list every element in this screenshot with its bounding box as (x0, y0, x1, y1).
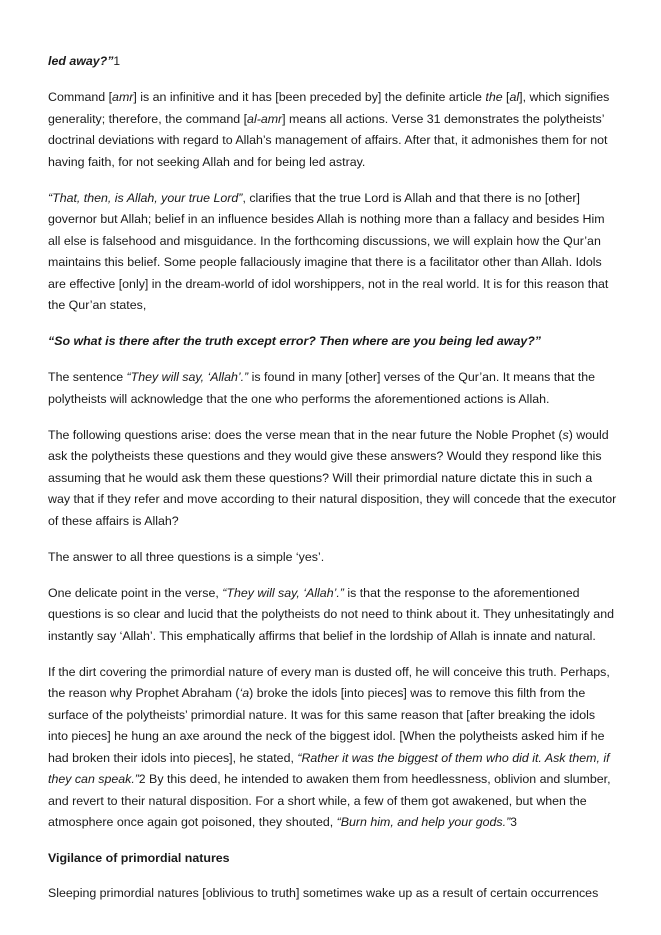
text-run: is that the response to the aforementioned questions is so clear and lucid that the polytheists do not need to think about it. They unhesitatingly and instantly say ‘Allah’. This emphatically affirms that belief in the lordship of Allah is innate and natural. (48, 585, 614, 643)
italic-term: al-amr (247, 111, 283, 126)
paragraph-1 (48, 51, 617, 73)
footnote-ref-3[interactable]: 3 (510, 815, 517, 829)
paragraph-7: The answer to all three questions is a simple ‘yes’. (48, 549, 325, 564)
italic-term: the (485, 90, 503, 104)
text-run: ], which signifies generality; therefore, the command [ (48, 90, 610, 126)
verse-quote: “Rather it was the biggest of them who did it. Ask them, if they can speak.” (48, 750, 610, 786)
paragraph-2 (48, 87, 617, 173)
text-run: If the dirt covering the primordial nature of every man is dusted off, he will conceive this truth. Perhaps, the reason why Prophet Abraham ( (48, 664, 610, 700)
text-run: Command [ (48, 90, 113, 104)
text-run: ) would ask the polytheists these questions and they would give these answers? Would they respond like this assuming that he would ask them these questions? Will their primordial nature dictate this in such a way that if they refer and move according to their natural disposition, they will concede that the executor of these affairs is Allah? (48, 427, 617, 528)
text-run: ] means all actions. Verse 31 demonstrates the polytheists’ doctrinal deviations with regard to Allah’s management of affairs. After that, it admonishes them for not having faith, for not seeking Allah and for being led astray. (48, 111, 608, 169)
text-run: , clarifies that the true Lord is Allah and that there is no [other] governor but Allah; belief in an influence besides Allah is nothing more than a fallacy and besides Him all else is falsehood and misguidance. In the forthcoming discussions, we will explain how the Qur’an maintains this belief. Some people fallaciously imagine that there is a facilitator other than Allah. Idols are effective [only] in the dream-world of idol worshippers, not in the real world. It is for this reason that the Qur’an states, (48, 190, 609, 312)
paragraph-5 (48, 367, 617, 410)
italic-term: ‘a (239, 686, 250, 700)
verse-quote: “Burn him, and help your gods.” (336, 815, 511, 829)
italic-term: al (509, 90, 520, 104)
section-heading: Vigilance of primordial natures (48, 851, 230, 865)
text-run: ] is an infinitive and it has [been preceded by] the definite article (133, 90, 486, 104)
text-run: [ (502, 90, 510, 104)
text-run: The sentence (48, 370, 127, 384)
footnote-ref-2[interactable]: 2 (138, 772, 146, 786)
verse-quote: “That, then, is Allah, your true Lord” (48, 190, 243, 205)
text-run: ) broke the idols [into pieces] was to remove this filth from the surface of the polytheists’ primordial nature. It was for this same reason that [after breaking the idols into pieces] he hung an axe around the neck of the biggest idol. [When the polytheists asked him if he had broken their idols into pieces], he stated, (48, 686, 605, 765)
paragraph-6 (48, 425, 617, 533)
italic-term: amr (112, 90, 134, 104)
text-run: The following questions arise: does the verse mean that in the near future the Noble Prophet ( (48, 427, 563, 442)
paragraph-10: Sleeping primordial natures [oblivious to truth] sometimes wake up as a result of certain occurrences (48, 885, 599, 900)
text-run: By this deed, he intended to awaken them from heedlessness, oblivion and slumber, and revert to their natural disposition. For a short while, a few of them got awakened, but when the atmosphere once again got poisoned, they shouted, (48, 772, 611, 829)
verse-quote: “They will say, ‘Allah’.” (126, 370, 249, 384)
text-run: One delicate point in the verse, (48, 585, 223, 600)
verse-quote: led away?” (48, 54, 114, 68)
paragraph-9 (48, 662, 617, 834)
verse-quote: “So what is there after the truth except error? Then where are you being led away?” (48, 334, 541, 348)
italic-term: s (562, 427, 569, 442)
footnote-ref-1[interactable]: 1 (113, 54, 121, 68)
verse-quote: “They will say, ‘Allah’.” (222, 585, 344, 600)
paragraph-8 (48, 583, 617, 648)
paragraph-4 (48, 331, 617, 353)
text-run: is found in many [other] verses of the Qur’an. It means that the polytheists will acknowledge that the one who performs the aforementioned actions is Allah. (48, 370, 596, 406)
paragraph-3 (48, 188, 617, 317)
